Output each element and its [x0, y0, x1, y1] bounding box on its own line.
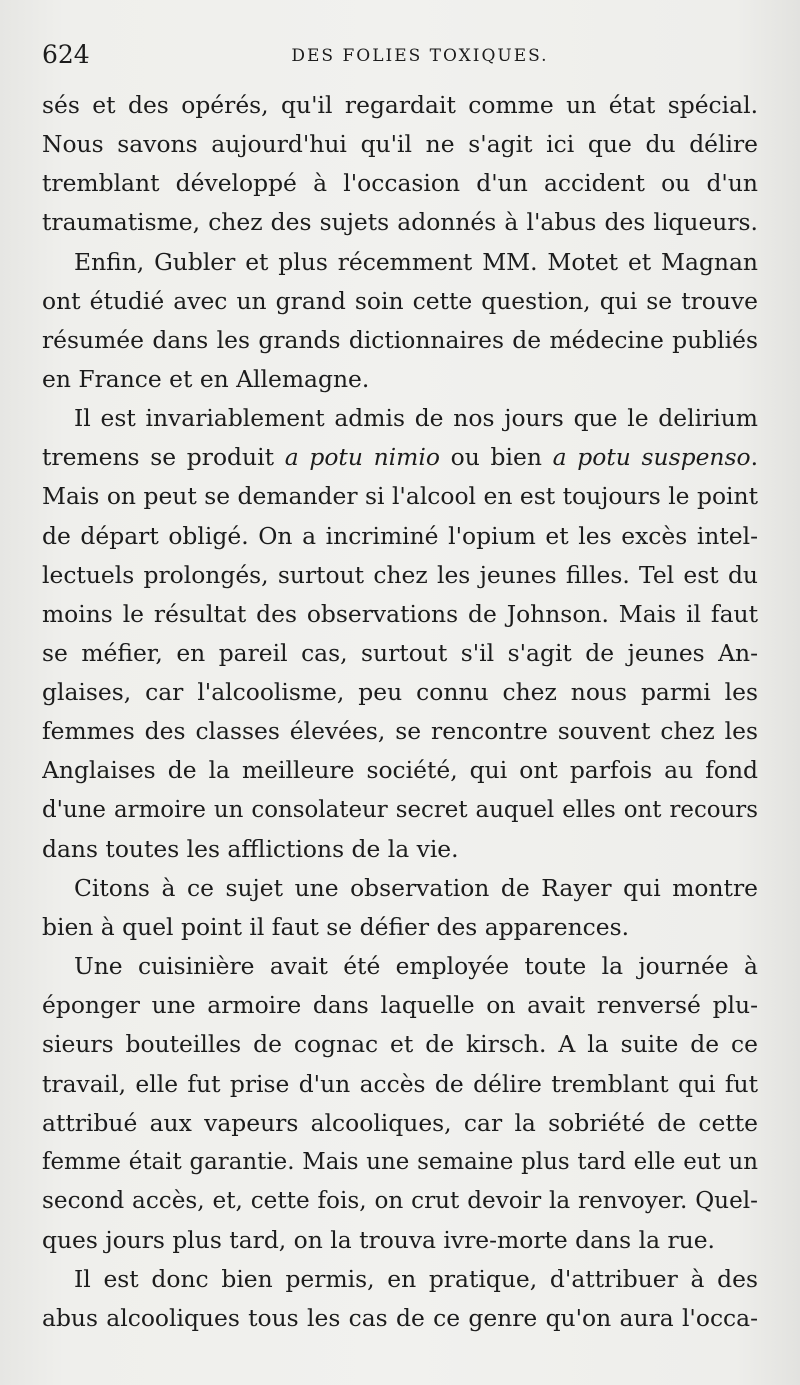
text-line: travail, elle fut prise d'un accès de délire tremblant qui fut [42, 1069, 758, 1098]
text-line: abus alcooliques tous les cas de ce genre qu'on aura l'occa- [42, 1304, 758, 1333]
text-line: Citons à ce sujet une observation de Rayer qui montre [74, 873, 758, 902]
text-line: se méfier, en pareil cas, surtout s'il s'agit de jeunes An- [42, 638, 758, 667]
text-line: de départ obligé. On a incriminé l'opium et les excès intel- [42, 521, 758, 550]
text-line: Nous savons aujourd'hui qu'il ne s'agit ici que du délire [42, 130, 758, 159]
text-line: Enfin, Gubler et plus récemment MM. Motet et Magnan [74, 247, 758, 276]
text-line: sés et des opérés, qu'il regardait comme un état spécial. [42, 91, 758, 119]
page-header [42, 40, 758, 76]
text-run: tremens se produit [42, 443, 285, 472]
text-line [42, 438, 758, 477]
text-run: ou bien [439, 443, 553, 472]
text-line: Une cuisinière avait été employée toute la journée à [74, 952, 758, 981]
page-number: 624 [42, 40, 90, 69]
text-line: femmes des classes élevées, se rencontre souvent chez les [42, 717, 758, 746]
text-line: femme était garantie. Mais une semaine plus tard elle eut un [42, 1148, 758, 1175]
italic-phrase: a potu nimio [284, 443, 440, 472]
running-head: DES FOLIES TOXIQUES. [291, 46, 549, 66]
text-line: Il est donc bien permis, en pratique, d'attribuer à des [74, 1265, 758, 1294]
text-line: lectuels prolongés, surtout chez les jeunes filles. Tel est du [42, 560, 758, 589]
text-line: d'une armoire un consolateur secret auquel elles ont recours [42, 796, 758, 823]
text-line: second accès, et, cette fois, on crut devoir la renvoyer. Quel- [42, 1187, 758, 1214]
text-line: éponger une armoire dans laquelle on avait renversé plu- [42, 991, 758, 1020]
text-line: sieurs bouteilles de cognac et de kirsch. A la suite de ce [42, 1030, 758, 1059]
text-line: traumatisme, chez des sujets adonnés à l'abus des liqueurs. [42, 208, 758, 237]
text-line: Anglaises de la meilleure société, qui ont parfois au fond [42, 756, 758, 785]
text-line: en France et en Allemagne. [42, 364, 370, 393]
text-line: Il est invariablement admis de nos jours que le delirium [74, 404, 758, 433]
text-line: dans toutes les afflictions de la vie. [42, 834, 459, 863]
text-line: attribué aux vapeurs alcooliques, car la sobriété de cette [42, 1108, 758, 1137]
text-line: Mais on peut se demander si l'alcool en est toujours le point [42, 482, 758, 511]
text-line: bien à quel point il faut se défier des apparences. [42, 912, 630, 941]
text-line: glaises, car l'alcoolisme, peu connu chez nous parmi les [42, 678, 758, 707]
text-line: résumée dans les grands dictionnaires de médecine publiés [42, 325, 758, 354]
text-line: ont étudié avec un grand soin cette question, qui se trouve [42, 286, 758, 315]
text-line: ques jours plus tard, on la trouva ivre-morte dans la rue. [42, 1226, 715, 1255]
text-line: moins le résultat des observations de Johnson. Mais il faut [42, 599, 758, 628]
body-text [42, 86, 758, 1339]
text-line: tremblant développé à l'occasion d'un accident ou d'un [42, 169, 758, 198]
italic-phrase: a potu suspenso [552, 443, 751, 472]
text-run: . [750, 443, 758, 472]
